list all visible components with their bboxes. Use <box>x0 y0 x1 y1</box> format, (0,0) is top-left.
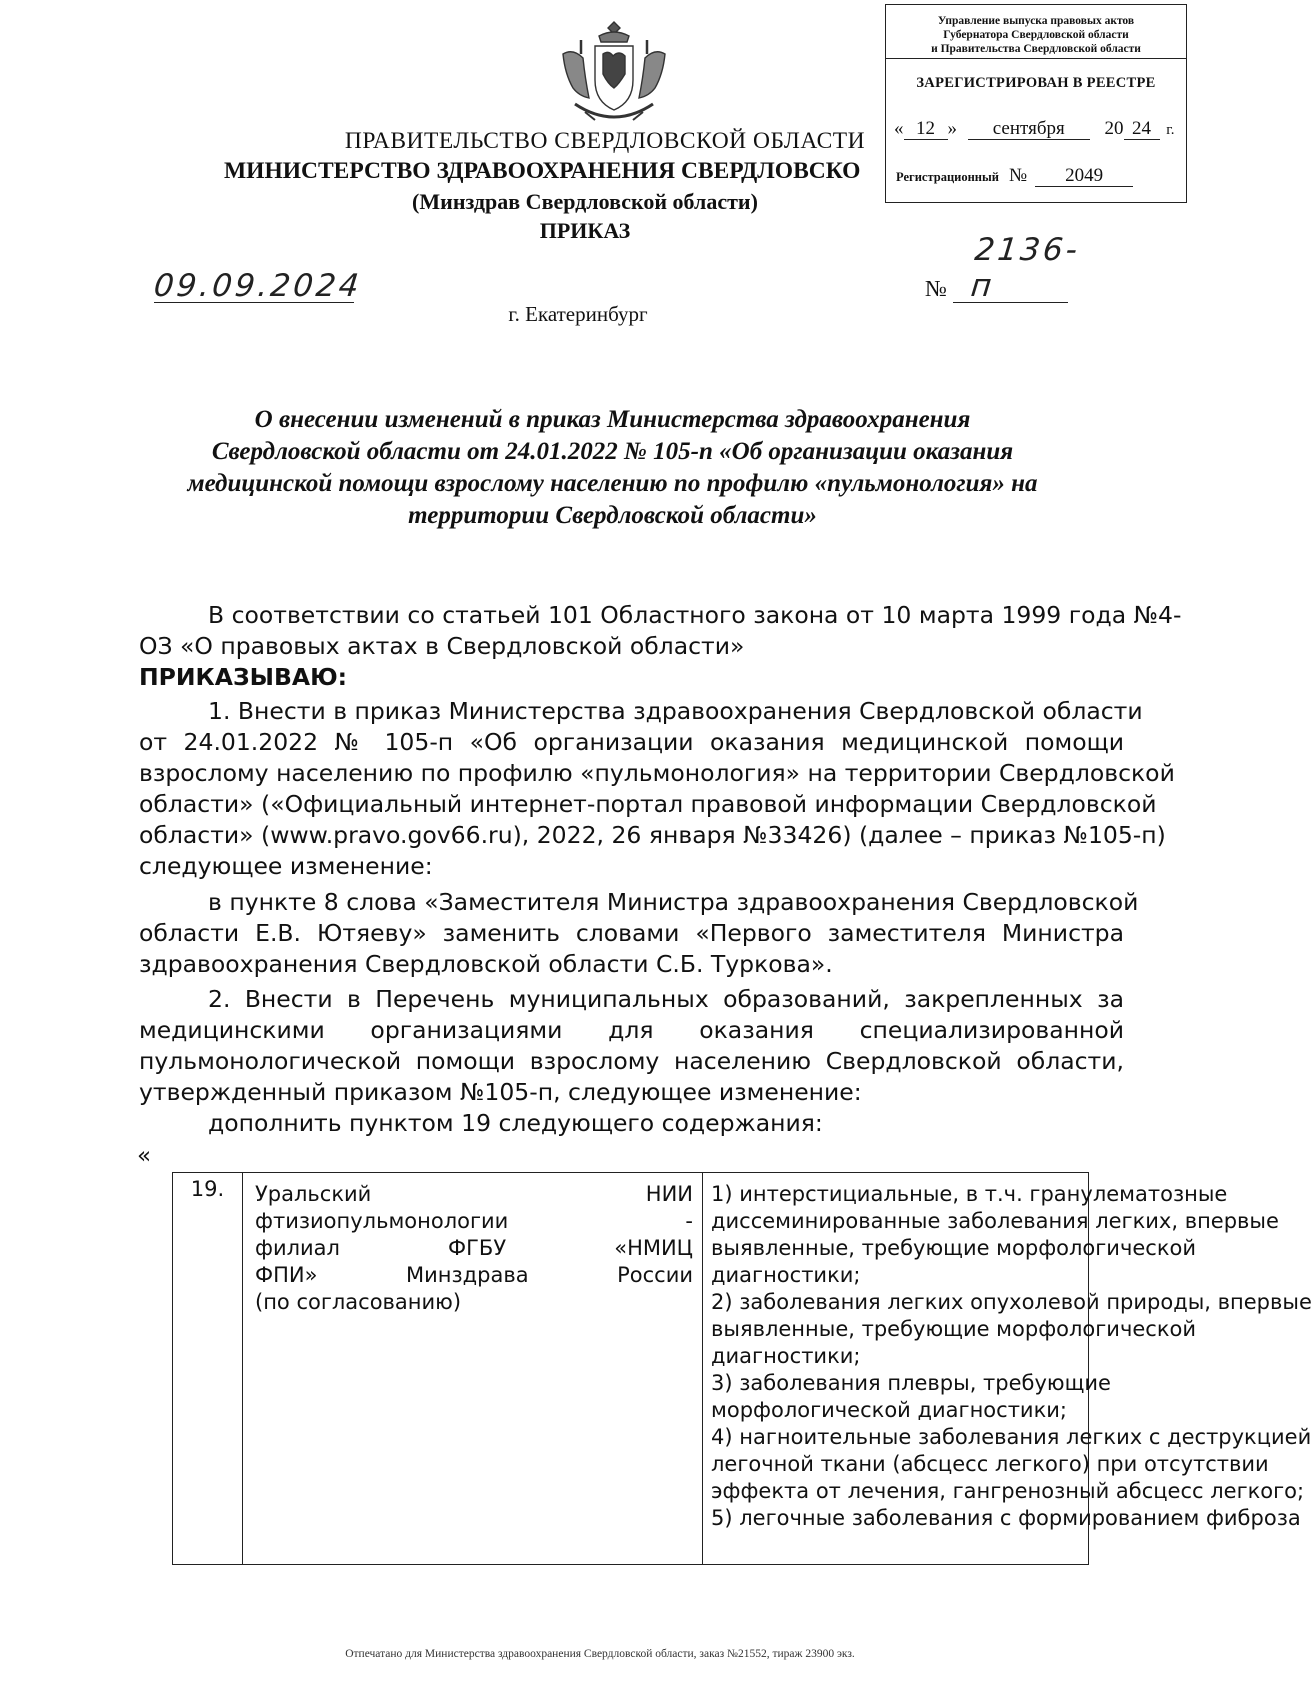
quote-open: « <box>894 118 904 139</box>
cell-line: фтизиопульмонологии - <box>255 1209 693 1233</box>
ministry-name: МИНИСТЕРСТВО ЗДРАВООХРАНЕНИЯ СВЕРДЛОВСКО <box>224 158 861 184</box>
registration-day: 12 <box>904 119 948 140</box>
cell-line: (по согласованию) <box>255 1290 462 1314</box>
document-type: ПРИКАЗ <box>539 218 631 243</box>
cell-line: диагностики; <box>711 1344 861 1368</box>
table-cell-scope <box>703 1173 1312 1564</box>
cell-line: ФПИ» Минздрава России <box>255 1263 693 1287</box>
facility-table <box>172 1172 1312 1565</box>
document-number: 2136-п <box>969 232 1082 304</box>
paragraph-line: следующее изменение: <box>139 852 433 880</box>
registration-office <box>886 5 1186 59</box>
cell-line: диссеминированные заболевания легких, впервые <box>711 1209 1279 1233</box>
paragraph-line: дополнить пунктом 19 следующего содержания: <box>208 1109 823 1137</box>
cell-line: эффекта от лечения, гангренозный абсцесс легкого; <box>711 1479 1305 1503</box>
registration-number-label: Регистрационный <box>896 170 999 184</box>
cell-line: 2) заболевания легких опухолевой природы, впервые <box>711 1290 1312 1314</box>
document-number-label: № <box>925 276 947 301</box>
cell-line: Уральский НИИ <box>255 1182 693 1206</box>
cell-line: диагностики; <box>711 1263 861 1287</box>
document-date: 09.09.2024 <box>152 268 364 304</box>
office-line: и Правительства Свердловской области <box>931 43 1141 55</box>
cell-line: 5) легочные заболевания с формированием фиброза <box>711 1506 1301 1530</box>
cell-line: филиал ФГБУ «НМИЦ <box>255 1236 693 1260</box>
order-word: ПРИКАЗЫВАЮ: <box>139 663 348 691</box>
paragraph-line: медицинскими организациями для оказания специализированной <box>139 1016 1124 1044</box>
cell-line: морфологической диагностики; <box>711 1398 1067 1422</box>
cell-line: 4) нагноительные заболевания легких с деструкцией <box>711 1425 1312 1449</box>
title-line: медицинской помощи взрослому населению по профилю «пульмонология» на <box>187 470 1038 497</box>
registration-stamp <box>885 4 1187 203</box>
paragraph-line: области» (www.pravo.gov66.ru), 2022, 26 января №33426) (далее – приказ №105-п) <box>139 821 1166 849</box>
office-line: Губернатора Свердловской области <box>943 29 1129 41</box>
cell-line: 1) интерстициальные, в т.ч. гранулематозные <box>711 1182 1228 1206</box>
cell-line: легочной ткани (абсцесс легкого) при отсутствии <box>711 1452 1269 1476</box>
registration-year: 24 <box>1124 119 1160 140</box>
print-footer: Отпечатано для Министерства здравоохранения Свердловской области, заказ №21552, тираж 23900 экз. <box>345 1648 855 1660</box>
document-date-field <box>152 266 364 304</box>
paragraph-line: ОЗ «О правовых актах в Свердловской области» <box>139 632 745 660</box>
government-name: ПРАВИТЕЛЬСТВО СВЕРДЛОВСКОЙ ОБЛАСТИ <box>344 128 866 154</box>
paragraph-line: здравоохранения Свердловской области С.Б. Туркова». <box>139 950 833 978</box>
title-line: Свердловской области от 24.01.2022 № 105-п «Об организации оказания <box>211 438 1014 465</box>
table-cell-number: 19. <box>173 1173 243 1564</box>
paragraph-line: области» («Официальный интернет-портал правовой информации Свердловской <box>139 790 1157 818</box>
registered-label: ЗАРЕГИСТРИРОВАН В РЕЕСТРЕ <box>916 75 1156 91</box>
quote-close: » <box>947 118 957 139</box>
registration-month: сентября <box>968 119 1090 140</box>
ministry-abbreviation: (Минздрав Свердловской области) <box>412 189 758 214</box>
paragraph-line: В соответствии со статьей 101 Областного закона от 10 марта 1999 года №4- <box>208 601 1182 629</box>
office-line: Управление выпуска правовых актов <box>937 15 1135 27</box>
cell-line: выявленные, требующие морфологической <box>711 1317 1197 1341</box>
paragraph-line: утвержденный приказом №105-п, следующее изменение: <box>139 1078 862 1106</box>
table-cell-organization <box>243 1173 703 1564</box>
title-line: территории Свердловской области» <box>408 502 817 529</box>
paragraph-line: 1. Внести в приказ Министерства здравоохранения Свердловской области <box>208 697 1143 725</box>
registration-number-value: 2049 <box>1035 166 1133 187</box>
document-title <box>130 404 1095 532</box>
year-unit: г. <box>1166 122 1175 138</box>
paragraph-line: от 24.01.2022 № 105-п «Об организации оказания медицинской помощи <box>139 728 1124 756</box>
paragraph-line: в пункте 8 слова «Заместителя Министра здравоохранения Свердловской <box>208 888 1139 916</box>
cell-line: 3) заболевания плевры, требующие <box>711 1371 1111 1395</box>
document-number-field <box>953 232 1082 304</box>
coat-of-arms-icon <box>555 20 673 126</box>
quote-mark: « <box>137 1143 152 1169</box>
title-line: О внесении изменений в приказ Министерства здравоохранения <box>254 406 971 433</box>
paragraph-line: области Е.В. Ютяеву» заменить словами «Первого заместителя Министра <box>139 919 1124 947</box>
year-prefix: 20 <box>1104 118 1124 139</box>
cell-line: выявленные, требующие морфологической <box>711 1236 1197 1260</box>
registration-number <box>896 165 1133 187</box>
paragraph-line: пульмонологической помощи взрослому населению Свердловской области, <box>139 1047 1124 1075</box>
number-sign: № <box>1008 165 1028 186</box>
paragraph-line: 2. Внести в Перечень муниципальных образований, закрепленных за <box>208 985 1124 1013</box>
paragraph-line: взрослому населению по профилю «пульмонология» на территории Свердловской <box>139 759 1175 787</box>
city: г. Екатеринбург <box>508 302 648 326</box>
